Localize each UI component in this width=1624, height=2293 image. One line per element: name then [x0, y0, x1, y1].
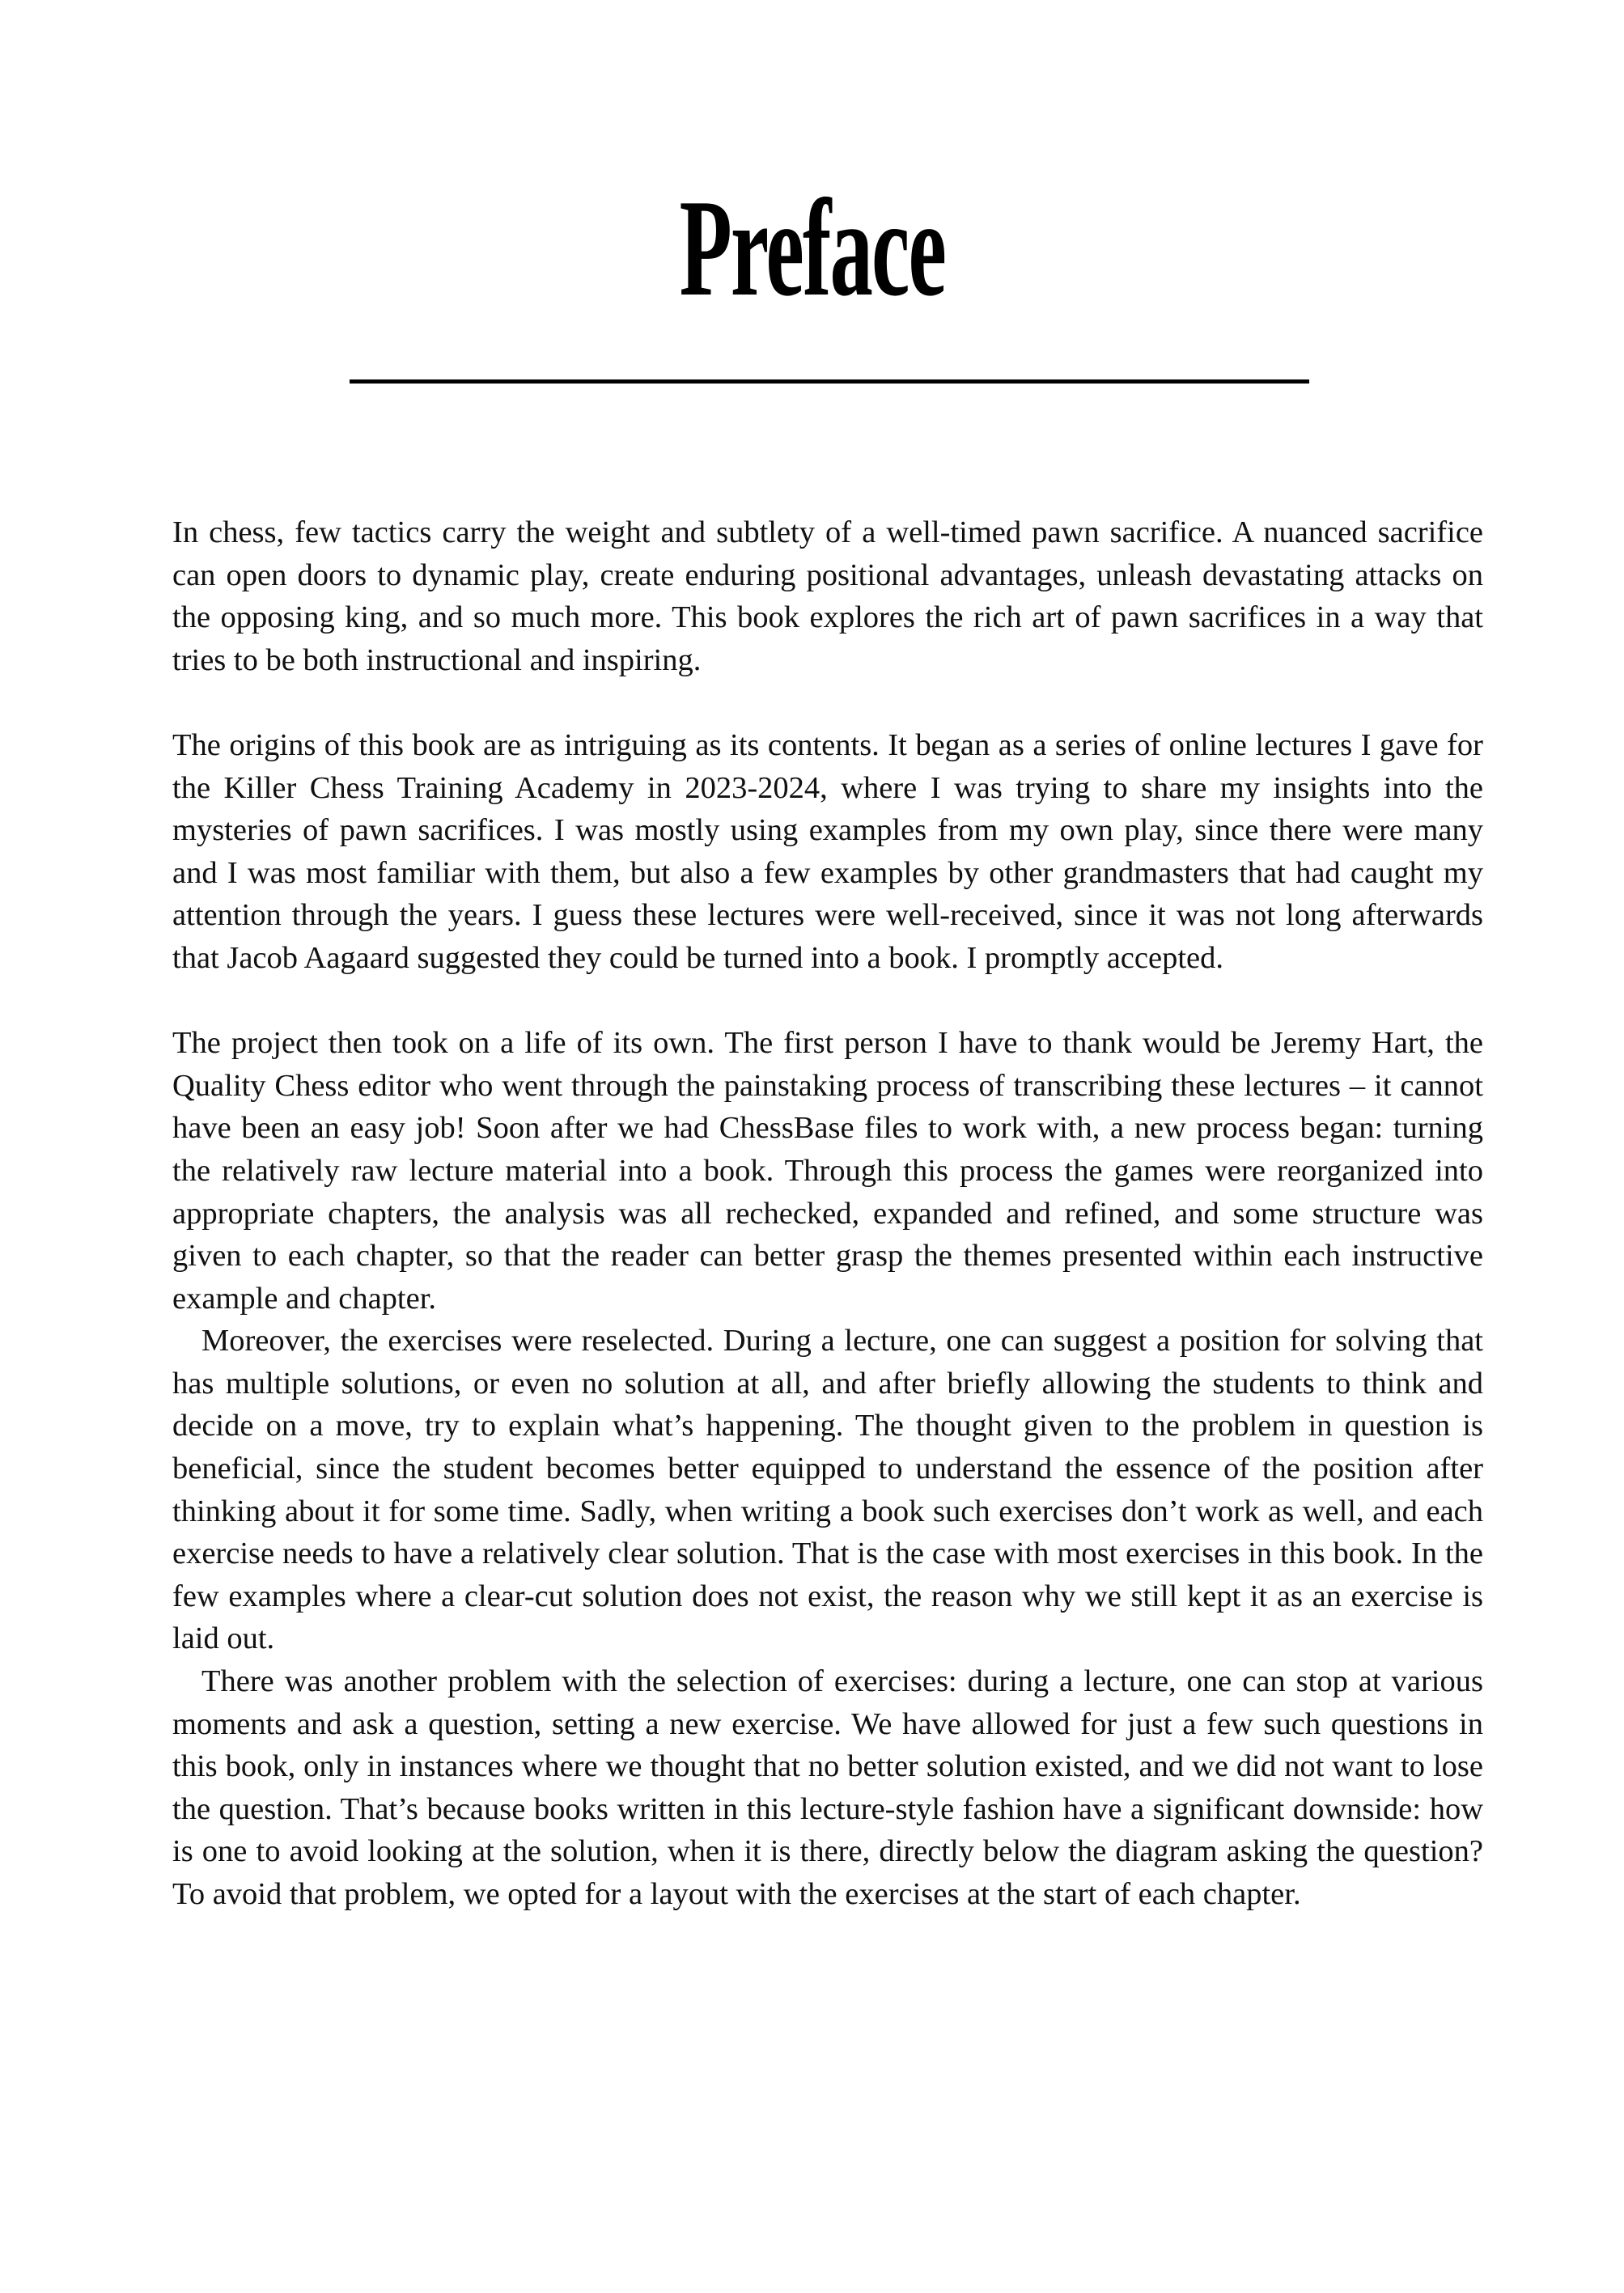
title-divider	[350, 379, 1309, 384]
paragraph-project: The project then took on a life of its own. The first person I have to thank would be Jeremy Hart, the Quality Chess editor who went through the painstaking process of transcribing these lectures – it cannot have been an easy job! Soon after we had ChessBase files to work with, a new process began: turning the relatively raw lecture material into a book. Through this process the games were reorganized into appropriate chapters, the analysis was all rechecked, expanded and refined, and some structure was given to each chapter, so that the reader can better grasp the themes presented within each instructive example and chapter.	[172, 1026, 1483, 1316]
paragraph-intro: In chess, few tactics carry the weight and subtlety of a well-timed pawn sacrifice. A nuanced sacrifice can open doors to dynamic play, create enduring positional advantages, unleash devastating attacks on the opposing king, and so much more. This book explores the rich art of pawn sacrifices in a way that tries to be both instructional and inspiring.	[172, 515, 1483, 677]
title-container	[0, 172, 1624, 325]
page-title: Preface	[679, 172, 945, 325]
paragraph-exercises: Moreover, the exercises were reselected. During a lecture, one can suggest a position for solving that has multiple solutions, or even no solution at all, and after briefly allowing the students to think and decide on a move, try to explain what’s happening. The thought given to the problem in question is beneficial, since the student becomes better equipped to understand the essence of the position after thinking about it for some time. Sadly, when writing a book such exercises don’t work as well, and each exercise needs to have a relatively clear solution. That is the case with most exercises in this book. In the few examples where a clear-cut solution does not exist, the reason why we still kept it as an exercise is laid out.	[172, 1324, 1483, 1656]
preface-body	[172, 511, 1483, 1916]
paragraph-origins: The origins of this book are as intriguing as its contents. It began as a series of online lectures I gave for the Killer Chess Training Academy in 2023-2024, where I was trying to share my insights into the mysteries of pawn sacrifices. I was mostly using examples from my own play, since there were many and I was most familiar with them, but also a few examples by other grandmasters that had caught my attention through the years. I guess these lectures were well-received, since it was not long afterwards that Jacob Aagaard suggested they could be turned into a book. I promptly accepted.	[172, 727, 1483, 975]
paragraph-questions: There was another problem with the selection of exercises: during a lecture, one can stop at various moments and ask a question, setting a new exercise. We have allowed for just a few such questions in this book, only in instances where we thought that no better solution existed, and we did not want to lose the question. That’s because books written in this lecture-style fashion have a significant downside: how is one to avoid looking at the solution, when it is there, directly below the diagram asking the question? To avoid that problem, we opted for a layout with the exercises at the start of each chapter.	[172, 1664, 1483, 1911]
